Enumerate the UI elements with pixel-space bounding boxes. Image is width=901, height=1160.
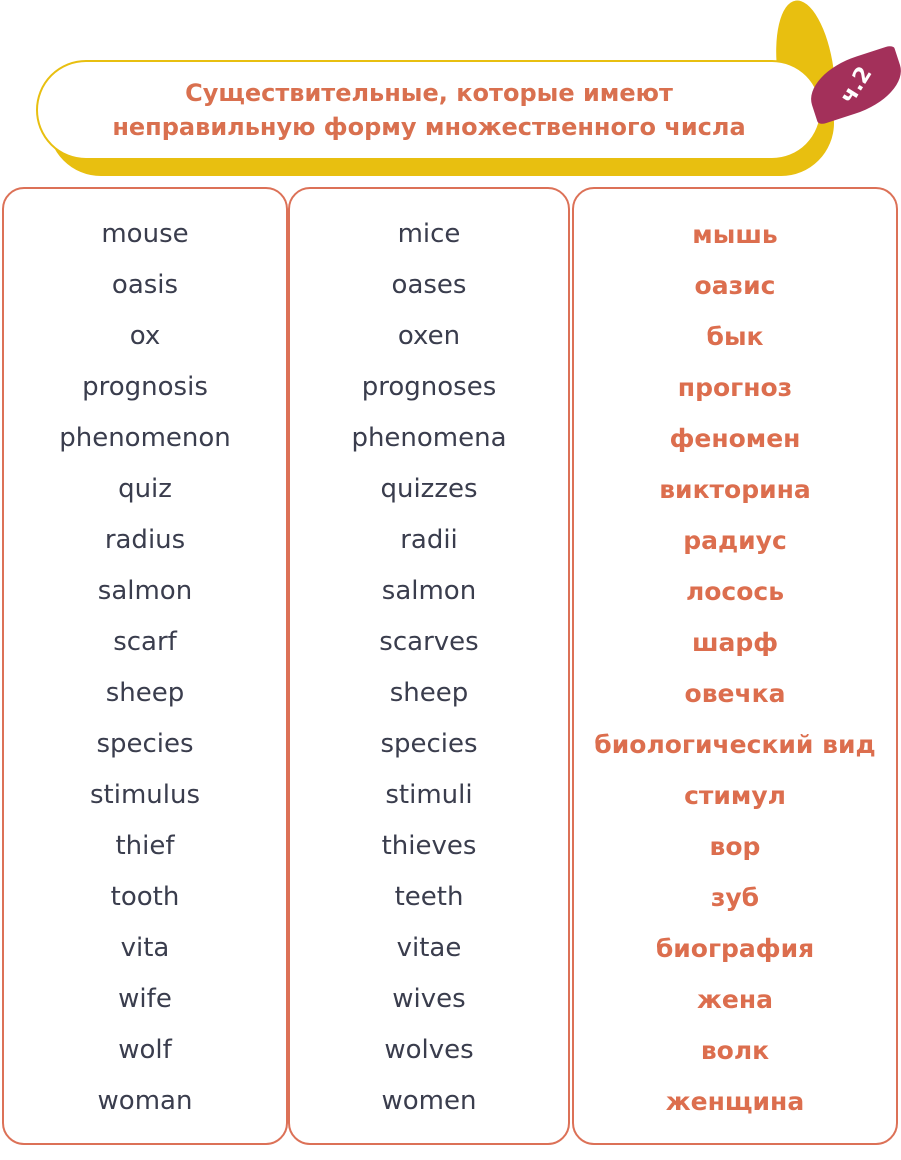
translation-word: викторина xyxy=(659,475,811,504)
singular-word: sheep xyxy=(105,678,185,708)
translation-column xyxy=(572,187,898,1145)
translation-word: биография xyxy=(655,934,815,963)
translation-word: зуб xyxy=(710,883,760,912)
plural-word: teeth xyxy=(394,882,464,912)
singular-word: quiz xyxy=(118,474,172,504)
translation-word: овечка xyxy=(684,679,786,708)
plural-word: stimuli xyxy=(385,780,473,810)
translation-list xyxy=(574,189,896,1127)
plural-list xyxy=(290,189,568,1127)
translation-word: женщина xyxy=(665,1087,805,1116)
translation-word: прогноз xyxy=(677,373,793,402)
singular-word: stimulus xyxy=(89,780,201,810)
plural-word: phenomena xyxy=(351,423,507,453)
singular-word: thief xyxy=(115,831,175,861)
singular-word: ox xyxy=(129,321,161,351)
plural-word: sheep xyxy=(389,678,469,708)
translation-word: лосось xyxy=(685,577,785,606)
plural-word: radii xyxy=(400,525,458,555)
translation-word: стимул xyxy=(684,781,786,810)
translation-word: биологический вид xyxy=(594,730,876,759)
singular-word: phenomenon xyxy=(59,423,231,453)
singular-word: mouse xyxy=(101,219,189,249)
singular-word: tooth xyxy=(110,882,180,912)
translation-word: бык xyxy=(706,322,764,351)
plural-word: oxen xyxy=(397,321,461,351)
singular-word: wolf xyxy=(118,1035,172,1065)
plural-word: vitae xyxy=(396,933,462,963)
page-title-line-2: неправильную форму множественного числа xyxy=(112,113,746,141)
singular-word: prognosis xyxy=(82,372,208,402)
plural-word: wives xyxy=(392,984,466,1014)
plural-word: thieves xyxy=(381,831,477,861)
translation-word: шарф xyxy=(691,628,779,657)
plural-word: salmon xyxy=(381,576,477,606)
plural-word: wolves xyxy=(384,1035,474,1065)
translation-word: оазис xyxy=(694,271,776,300)
title-banner xyxy=(36,60,822,160)
singular-column xyxy=(2,187,288,1145)
translation-word: мышь xyxy=(692,220,778,249)
singular-word: woman xyxy=(97,1086,193,1116)
translation-word: радиус xyxy=(683,526,787,555)
plural-word: scarves xyxy=(379,627,479,657)
translation-word: вор xyxy=(709,832,761,861)
singular-word: salmon xyxy=(97,576,193,606)
singular-word: radius xyxy=(104,525,186,555)
page-title-line-1: Существительные, которые имеют xyxy=(185,79,673,107)
singular-word: vita xyxy=(120,933,170,963)
plural-word: oases xyxy=(391,270,467,300)
translation-word: феномен xyxy=(669,424,801,453)
plural-word: mice xyxy=(397,219,461,249)
part-badge-label: ч.2 xyxy=(835,61,877,109)
singular-word: oasis xyxy=(111,270,179,300)
plural-word: women xyxy=(381,1086,477,1116)
plural-column xyxy=(288,187,570,1145)
plural-word: species xyxy=(380,729,478,759)
singular-word: species xyxy=(96,729,194,759)
translation-word: волк xyxy=(700,1036,770,1065)
singular-list xyxy=(4,189,286,1127)
plural-word: quizzes xyxy=(380,474,478,504)
singular-word: scarf xyxy=(113,627,177,657)
singular-word: wife xyxy=(118,984,172,1014)
translation-word: жена xyxy=(697,985,773,1014)
plural-word: prognoses xyxy=(361,372,497,402)
